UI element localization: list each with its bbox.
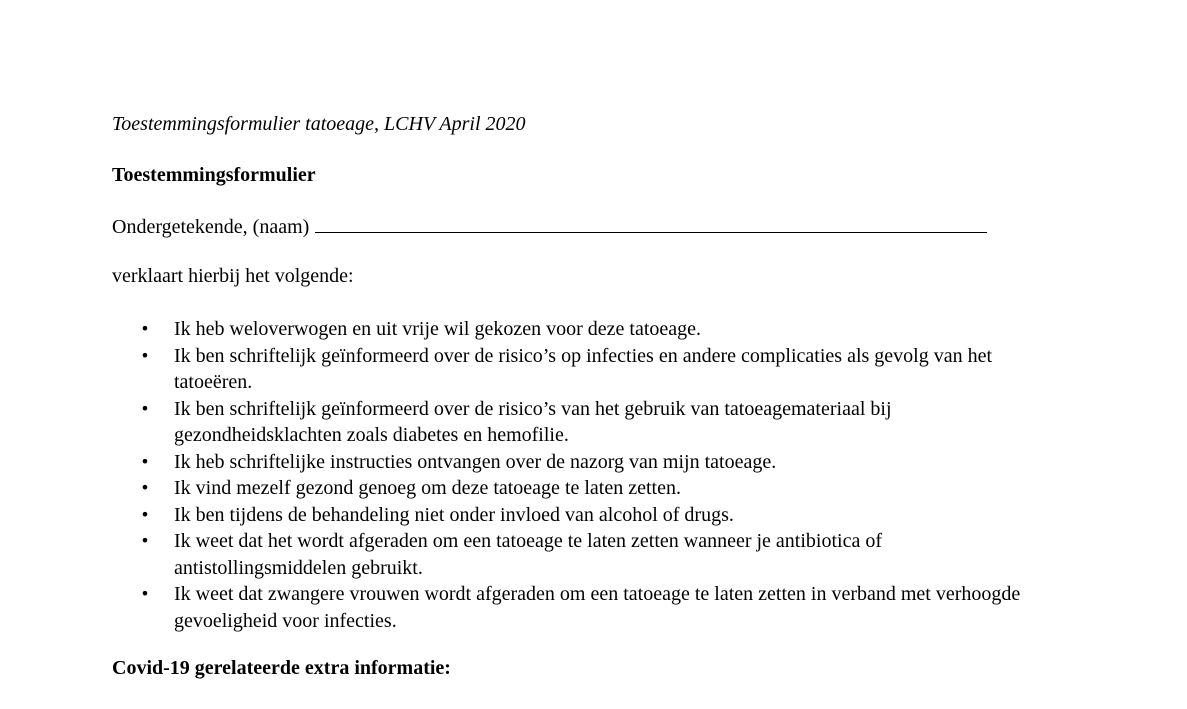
statement-text: Ik vind mezelf gezond genoeg om deze tatoeage te laten zetten.: [174, 477, 681, 499]
list-item: [0, 343, 1054, 396]
statement-text: Ik ben tijdens de behandeling niet onder invloed van alcohol of drugs.: [174, 503, 734, 526]
statement-text: Ik ben schriftelijk geïnformeerd over de risico’s van het gebruik van tatoeagemateriaal bij gezondheidsklachten zoals diabetes en hemofilie.: [174, 397, 892, 446]
statement-text: Ik heb weloverwogen en uit vrije wil gekozen voor deze tatoeage.: [174, 318, 702, 340]
signer-label: Ondergetekende, (naam): [112, 216, 310, 238]
list-item: [0, 581, 1054, 634]
statement-text: Ik weet dat zwangere vrouwen wordt afgeraden om een tatoeage te laten zetten in verband met verhoogde gevoeligheid voor infecties.: [174, 583, 1021, 632]
list-item: [0, 449, 1054, 476]
bullet-icon: •: [140, 531, 150, 550]
list-item: [0, 316, 1054, 343]
bullet-icon: •: [140, 345, 150, 365]
statement-text: Ik ben schriftelijk geïnformeerd over de risico’s op infecties en andere complicaties als gevolg van het tatoeëren.: [174, 344, 993, 393]
signer-name-row: [112, 214, 987, 239]
covid-heading: Covid-19 gerelateerde extra informatie:: [112, 657, 451, 679]
bullet-icon: •: [140, 504, 150, 524]
bullet-icon: •: [140, 398, 150, 418]
form-title: Toestemmingsformulier: [112, 164, 316, 186]
statement-text: Ik weet dat het wordt afgeraden om een tatoeage te laten zetten wanneer je antibiotica of antistollingsmiddelen gebruikt.: [174, 530, 882, 579]
bullet-icon: •: [140, 478, 150, 497]
statement-text: Ik heb schriftelijke instructies ontvangen over de nazorg van mijn tatoeage.: [174, 450, 777, 473]
statement-list: [0, 316, 1187, 634]
declaration-intro: verklaart hierbij het volgende:: [112, 265, 354, 287]
list-item: [0, 502, 1054, 529]
document-header: Toestemmingsformulier tatoeage, LCHV April 2020: [112, 113, 526, 135]
bullet-icon: •: [140, 584, 150, 603]
list-item: [0, 528, 1054, 581]
bullet-icon: •: [140, 319, 150, 338]
list-item: [0, 475, 1054, 502]
signer-name-blank[interactable]: [315, 214, 987, 233]
list-item: [0, 396, 1054, 449]
bullet-icon: •: [140, 451, 150, 471]
